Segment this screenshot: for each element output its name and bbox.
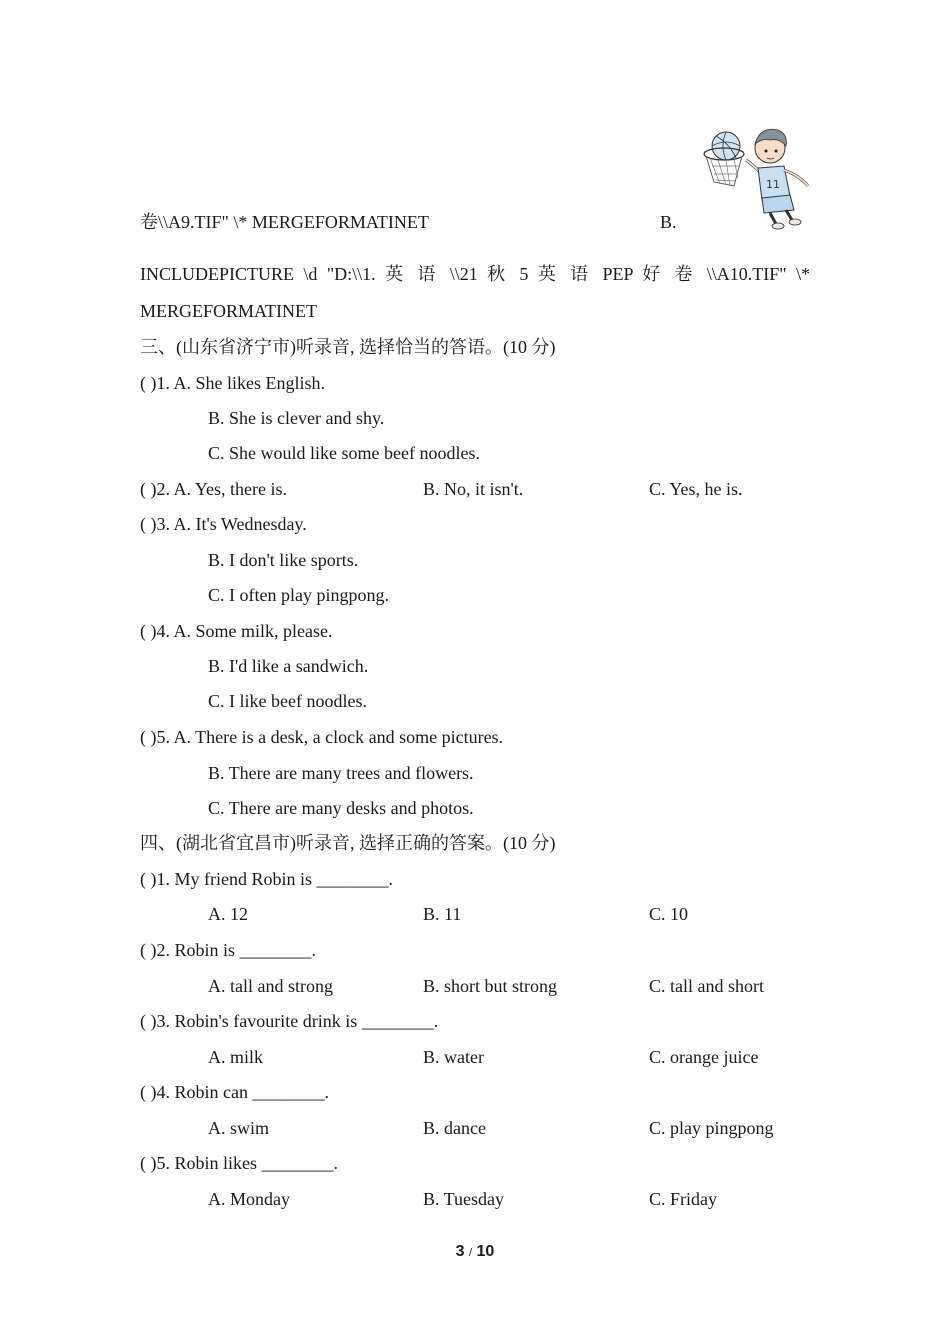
field-code-part: 好 卷 \\A10.TIF" [642,264,787,284]
field-code-fragment: 卷\\A9.TIF" \* MERGEFORMATINET [140,212,429,232]
s3-q4-stem: ( )4. A. Some milk, please. [140,621,333,641]
s4-q2-option-b: B. short but strong [423,976,558,996]
field-code-line-2: MERGEFORMATINET [140,301,318,321]
field-code-part: 英 语 \\21 [385,264,478,284]
s3-q2-option-b: B. No, it isn't. [423,479,524,499]
s4-q4-stem: ( )4. Robin can ________. [140,1082,329,1102]
s3-q2-option-c: C. Yes, he is. [649,479,743,499]
s3-q1-option-c: C. She would like some beef noodles. [208,443,480,463]
s4-q1-option-b: B. 11 [423,904,462,924]
page-total: 10 [476,1243,495,1260]
option-b-label: B. [660,212,677,232]
field-code-part: \* [796,264,811,284]
field-code-part: 英 语 [537,264,594,284]
s4-q5-option-b: B. Tuesday [423,1189,505,1209]
s3-q4-option-c: C. I like beef noodles. [208,691,367,711]
s3-q5-option-c: C. There are many desks and photos. [208,798,474,818]
field-code-part: INCLUDEPICTURE [140,264,294,284]
s4-q5-option-c: C. Friday [649,1189,718,1209]
section-3-heading: 三、(山东省济宁市)听录音, 选择恰当的答语。(10 分) [140,337,556,357]
s3-q2-stem: ( )2. A. Yes, there is. [140,479,287,499]
jersey-number: 11 [766,178,780,191]
page-separator: / [469,1247,473,1259]
s3-q4-option-b: B. I'd like a sandwich. [208,656,369,676]
s4-q5-option-a: A. Monday [208,1189,290,1209]
s4-q2-option-c: C. tall and short [649,976,764,996]
s3-q3-stem: ( )3. A. It's Wednesday. [140,514,307,534]
s3-q3-option-c: C. I often play pingpong. [208,585,389,605]
field-code-part: PEP [602,264,633,284]
s4-q4-option-b: B. dance [423,1118,486,1138]
s3-q5-stem: ( )5. A. There is a desk, a clock and some pictures. [140,727,504,747]
field-code-part: "D:\\1. [326,264,376,284]
s3-q1-option-b: B. She is clever and shy. [208,408,385,428]
field-code-part: \d [303,264,318,284]
s4-q1-option-a: A. 12 [208,904,248,924]
s4-q3-option-a: A. milk [208,1047,264,1067]
s4-q5-stem: ( )5. Robin likes ________. [140,1153,338,1173]
s4-q2-option-a: A. tall and strong [208,976,333,996]
field-code-line [140,263,810,285]
field-code-part: 5 [519,264,529,284]
s3-q3-option-b: B. I don't like sports. [208,550,359,570]
s4-q1-option-c: C. 10 [649,904,689,924]
s4-q1-stem: ( )1. My friend Robin is ________. [140,869,393,889]
page-number [0,1243,950,1261]
s4-q3-option-b: B. water [423,1047,484,1067]
s3-q1-stem: ( )1. A. She likes English. [140,373,325,393]
s3-q5-option-b: B. There are many trees and flowers. [208,763,474,783]
page-current: 3 [455,1243,465,1260]
s4-q3-stem: ( )3. Robin's favourite drink is ________. [140,1011,439,1031]
s4-q4-option-a: A. swim [208,1118,270,1138]
s4-q4-option-c: C. play pingpong [649,1118,774,1138]
s4-q3-option-c: C. orange juice [649,1047,759,1067]
boy-basketball-icon [700,120,815,230]
field-code-part: 秋 [487,264,511,284]
s4-q2-stem: ( )2. Robin is ________. [140,940,317,960]
section-4-heading: 四、(湖北省宜昌市)听录音, 选择正确的答案。(10 分) [140,833,556,853]
